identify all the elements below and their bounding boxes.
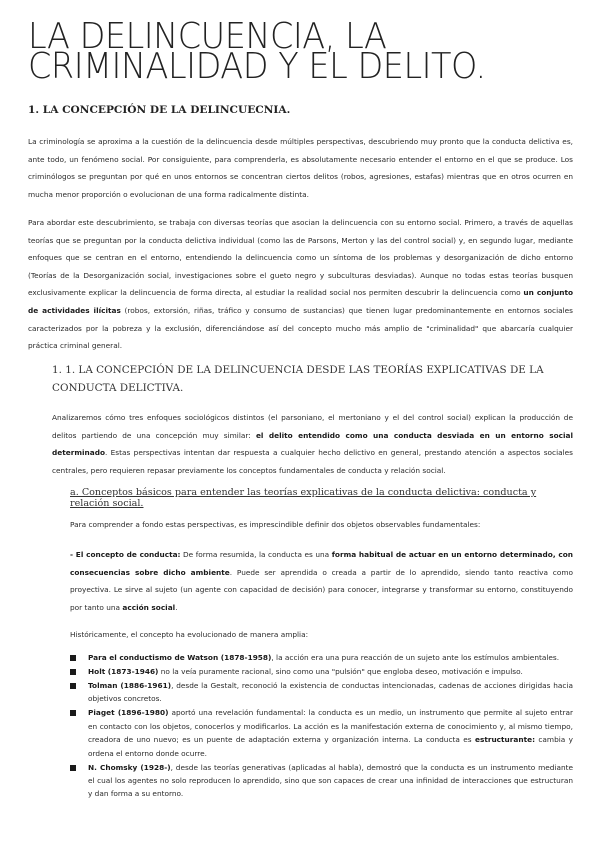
conduct-text-f: . — [175, 602, 178, 612]
paragraph-define-objects: Para comprender a fondo estas perspectivas, es imprescindible definir dos objetos observables fundamentales: — [70, 520, 481, 529]
paragraph-approaches-text-a: Analizaremos cómo tres enfoques sociológicos distintos (el parsoniano, el mertoniano y el del control social) explican la producción de delitos partiendo de una concepción muy similar: — [52, 413, 573, 440]
list-item-bold: Para el conductismo de Watson (1878-1958) — [88, 653, 272, 662]
list-item-text: aportó una revelación fundamental: la conducta es un medio, un instrumento que permite al sujeto entrar en contacto con los objetos, conocerlos y modificarlos. La acción es la manifestación externa de conocimiento y, al mismo tiempo, creadora de uno nuevo; es un puente de adaptación externa y organización interna. La conducta es — [88, 708, 573, 745]
authors-bullet-list — [70, 651, 573, 801]
subsection-heading-a: a. Conceptos básicos para entender las teorías explicativas de la conducta delictiva: conducta y relación social. — [70, 487, 537, 509]
paragraph-theories-text-a: Para abordar este descubrimiento, se trabaja con diversas teorías que asocian la delincuencia con su entorno social. Primero, a través de aquellas teorías que se preguntan por la conducta delictiva individual (como las de Parsons, Merton y las del control social) y, en segundo lugar, mediante enfoques que se centran en el entorno, entendiendo la delincuencia como un síntoma de los problemas y desorganización de dicho entorno (Teorías de la Desorganización social, investigaciones sobre el gueto negro y subculturas desviadas). Aunque no todas estas teorías busquen exclusivamente explicar la delincuencia de forma directa, al estudiar la realidad social nos permiten descubrir la delincuencia como — [28, 218, 573, 298]
conduct-text-b: De forma resumida, la conducta es una — [180, 550, 332, 559]
section-heading-1: 1. LA CONCEPCIÓN DE LA DELINCUECNIA. — [28, 104, 291, 116]
conduct-definition-bold: forma habitual de actuar en un entorno determinado, con consecuencias sobre dicho ambiente — [70, 550, 573, 577]
list-item — [70, 761, 573, 801]
document-title: LA DELINCUENCIA, LA CRIMINALIDAD Y EL DELITO. — [28, 16, 486, 87]
list-item-tail: cambia y ordena el entorno donde ocurre. — [88, 735, 573, 758]
conduct-concept-label: - El concepto de conducta: — [70, 550, 181, 559]
list-item-bold-2: estructurante: — [474, 735, 536, 745]
social-action-bold: acción social — [122, 602, 176, 612]
paragraph-history: Históricamente, el concepto ha evolucionado de manera amplia: — [70, 630, 309, 639]
list-item-bold: Holt (1873-1946) — [88, 667, 159, 676]
list-item-text: , desde las teorías generativas (aplicadas al habla), demostró que la conducta es un instrumento mediante el cual los agentes no solo reproducen lo aprendido, sino que son capaces de crear una infinidad de interacciones que estructuran y dan forma a su entorno. — [88, 762, 573, 799]
conduct-text-d: . Puede ser aprendida o creada a partir de lo aprendido, siendo tanto reactiva como proyectiva. Le sirve al sujeto (un agente con capacidad de decisión) para conocer, integrarse y transformar su entorno, constituyendo por tanto una — [70, 567, 573, 612]
section-heading-1-1: 1. 1. LA CONCEPCIÓN DE LA DELINCUENCIA DESDE LAS TEORÍAS EXPLICATIVAS DE LA CONDUCTA DELICTIVA. — [52, 364, 544, 394]
paragraph-theories-text-c: (robos, extorsión, riñas, tráfico y consumo de sustancias) que tienen lugar predominantemente en entornos sociales caracterizados por la pobreza y la exclusión, diferenciándose así del concepto mucho más amplio de "criminalidad" que abarcaría cualquier práctica criminal general. — [28, 305, 573, 351]
list-item-bold: Piaget (1896-1980) — [88, 708, 169, 718]
list-item-text: , desde la Gestalt, reconoció la existencia de conductas intencionadas, cadenas de acciones dirigidas hacia objetivos concretos. — [88, 681, 573, 704]
list-item — [70, 665, 573, 678]
list-item — [70, 706, 573, 760]
square-bullet-icon — [70, 669, 76, 675]
square-bullet-icon — [70, 683, 76, 689]
list-item-text: no la veía puramente racional, sino como una "pulsión" que engloba deseo, motivación e impulso. — [158, 667, 523, 676]
square-bullet-icon — [70, 765, 76, 771]
square-bullet-icon — [70, 710, 76, 716]
paragraph-theories — [28, 214, 573, 355]
paragraph-approaches — [52, 409, 573, 479]
list-item — [70, 651, 573, 664]
paragraph-approaches-text-c: . Estas perspectivas intentan dar respuesta a cualquier hecho delictivo en general, prestando atención a aspectos sociales centrales, pero requieren repasar previamente los conceptos fundamentales de conducta y relación social. — [52, 448, 573, 475]
square-bullet-icon — [70, 655, 76, 661]
paragraph-approaches-bold: el delito entendido como una conducta desviada en un entorno social determinado — [52, 430, 573, 458]
list-item-bold: Tolman (1886-1961) — [88, 681, 172, 690]
list-item-bold: N. Chomsky (1928-) — [88, 762, 171, 772]
paragraph-theories-bold: un conjunto de actividades ilícitas — [28, 288, 573, 315]
list-item-text: , la acción era una pura reacción de un sujeto ante los estímulos ambientales. — [271, 653, 560, 662]
paragraph-intro: La criminología se aproxima a la cuestión de la delincuencia desde múltiples perspectivas, descubriendo muy pronto que la conducta delictiva es, ante todo, un fenómeno social. Por consiguiente, para comprenderla, es absolutamente necesario entender el entorno en el que se produce. Los criminólogos se preguntan por qué en unos entornos se concentran ciertos delitos (robos, agresiones, estafas) mientras que en otros ocurren en mucha menor proporción o evolucionan de una forma radicalmente distinta. — [28, 137, 573, 199]
paragraph-conduct-concept — [70, 546, 573, 616]
list-item — [70, 679, 573, 706]
